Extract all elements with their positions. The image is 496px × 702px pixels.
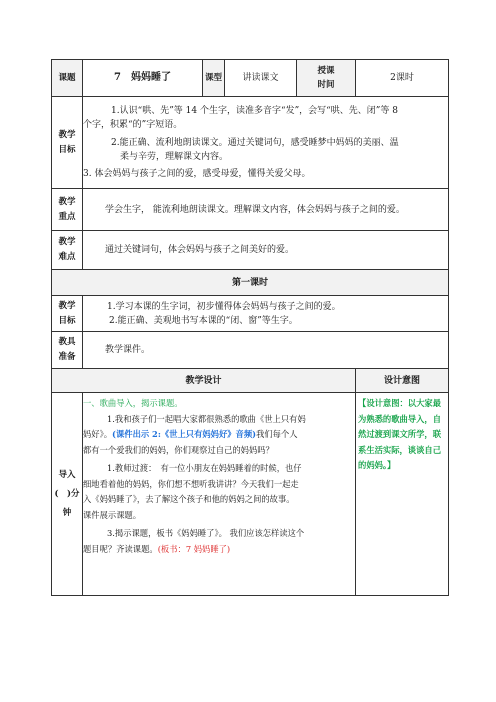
intro-p1-post: 我们每个人 bbox=[256, 429, 298, 439]
prep-label-line-2: 准备 bbox=[58, 352, 76, 362]
goal-2-line-1: 2.能正确、流利地朗读课文。通过关键词句，感受睡梦中妈妈的美丽、温 bbox=[111, 138, 399, 148]
hours-label bbox=[297, 60, 356, 97]
lesson1-goals-content bbox=[83, 296, 449, 332]
lesson-title: 7 妈妈睡了 bbox=[83, 60, 203, 97]
key-points-text: 学会生字， 能流利地朗读课文。理解课文内容，体会妈妈与孩子之间的爱。 bbox=[83, 189, 449, 231]
lesson1-goals-label bbox=[52, 296, 83, 332]
goal-1-line-2: 个字，积累“的”字短语。 bbox=[83, 120, 183, 130]
intent-header: 设计意图 bbox=[356, 369, 449, 393]
intro-p3-pre: 题目呢？齐读课题。 bbox=[83, 543, 158, 554]
lesson1-title: 第一课时 bbox=[52, 270, 449, 296]
lesson1-title-row bbox=[52, 270, 449, 296]
intro-intent-line-2: 为熟悉的歌曲导入，自 bbox=[358, 413, 441, 424]
lesson1-goals-row bbox=[52, 296, 449, 332]
intro-row bbox=[52, 393, 449, 596]
goals-label bbox=[52, 97, 83, 189]
difficulties-row bbox=[52, 231, 449, 270]
lesson-hours: 2课时 bbox=[356, 60, 449, 97]
intro-label-line-1: 导入 bbox=[58, 469, 76, 480]
intro-p2-line-2: 细地看着他的妈妈，你们想不想听我讲讲？今天我们一起走 bbox=[83, 478, 299, 489]
lesson1-goals-label-line-1: 教学 bbox=[58, 300, 76, 311]
hours-label-line-2: 时间 bbox=[317, 80, 335, 90]
intro-intent-line-1: 【设计意图：以大家最 bbox=[358, 398, 441, 408]
courseware-audio-note: (课件出示 2:《世上只有妈妈好》音频) bbox=[112, 429, 257, 439]
intro-p1-line-3: 都有一个爱我们的妈妈，你们观察过自己的妈妈吗？ bbox=[83, 444, 274, 455]
difficulties-label-line-2: 难点 bbox=[58, 252, 76, 262]
intro-intent-line-3: 然过渡到课文所学，联 bbox=[358, 429, 441, 439]
intro-intent-line-4: 系生活实际，谈谈自己 bbox=[358, 444, 441, 455]
goals-content bbox=[83, 97, 449, 189]
lesson-type: 讲读课文 bbox=[225, 60, 297, 97]
key-points-row bbox=[52, 189, 449, 231]
lesson1-goal-1: 1.学习本课的生字词，初步懂得体会妈妈与孩子之间的爱。 bbox=[107, 301, 341, 312]
intro-p2-line-3: 入《妈妈睡了》，去了解这个孩子和他的妈妈之间的故事。 bbox=[83, 494, 295, 504]
intro-p2-line-4: 课件展示课题。 bbox=[83, 509, 142, 520]
difficulties-label-line-1: 教学 bbox=[58, 237, 76, 247]
goal-3: 3. 体会妈妈与孩子之间的爱，感受母爱，懂得关爱父母。 bbox=[83, 169, 311, 179]
design-header-row bbox=[52, 369, 449, 393]
type-label: 课型 bbox=[203, 60, 225, 97]
goal-2-line-2: 柔与辛劳，理解课文内容。 bbox=[120, 152, 229, 162]
lesson1-goals-label-line-2: 目标 bbox=[58, 315, 76, 326]
prep-text: 教学课件。 bbox=[83, 332, 449, 369]
title-label: 课题 bbox=[52, 60, 83, 97]
intro-label-line-3: 钟 bbox=[62, 507, 72, 518]
intro-label-line-2: ( )分 bbox=[54, 488, 80, 499]
key-points-label-line-1: 教学 bbox=[58, 196, 76, 207]
intro-p1-line-1: 1.我和孩子们一起唱大家都很熟悉的歌曲《世上只有妈 bbox=[107, 413, 306, 424]
goals-label-line-2: 目标 bbox=[58, 144, 76, 155]
intro-p2-line-1: 1.教师过渡： 有一位小朋友在妈妈睡着的时候，也仔 bbox=[107, 463, 302, 473]
blackboard-note: (板书：7 妈妈睡了) bbox=[157, 543, 231, 554]
prep-label bbox=[52, 332, 83, 369]
prep-row bbox=[52, 332, 449, 369]
intro-design bbox=[83, 393, 356, 596]
goals-row bbox=[52, 97, 449, 189]
hours-label-line-1: 授课 bbox=[317, 66, 335, 76]
intro-p1-pre: 妈好》。 bbox=[83, 429, 113, 439]
intro-intent bbox=[356, 393, 449, 596]
goals-label-line-1: 教学 bbox=[58, 129, 76, 140]
intro-p3-line-1: 3.揭示课题，板书《妈妈睡了》。 我们应该怎样读这个 bbox=[107, 528, 305, 538]
difficulties-label bbox=[52, 231, 83, 270]
intro-intent-line-5: 的妈妈。】 bbox=[358, 460, 396, 470]
key-points-label bbox=[52, 189, 83, 231]
header-row bbox=[52, 60, 449, 97]
key-points-label-line-2: 重点 bbox=[58, 211, 76, 222]
intro-label bbox=[52, 393, 83, 596]
prep-label-line-1: 教具 bbox=[58, 337, 76, 347]
intro-heading: 一、歌曲导入，揭示课题。 bbox=[83, 398, 183, 408]
intro-p3-line-2 bbox=[83, 542, 353, 558]
lesson-plan-table bbox=[51, 59, 449, 596]
lesson-plan-page bbox=[51, 59, 448, 596]
intro-p1-line-2 bbox=[83, 427, 353, 443]
difficulties-text: 通过关键词句，体会妈妈与孩子之间美好的爱。 bbox=[83, 231, 449, 270]
design-header: 教学设计 bbox=[52, 369, 356, 393]
lesson1-goal-2: 2.能正确、美观地书写本课的“闭、窗”等生字。 bbox=[109, 315, 298, 326]
goal-1-line-1: 1.认识“哄、先”等 14 个生字，读准多音字“发”，会写“哄、先、闭”等 8 bbox=[111, 106, 398, 116]
